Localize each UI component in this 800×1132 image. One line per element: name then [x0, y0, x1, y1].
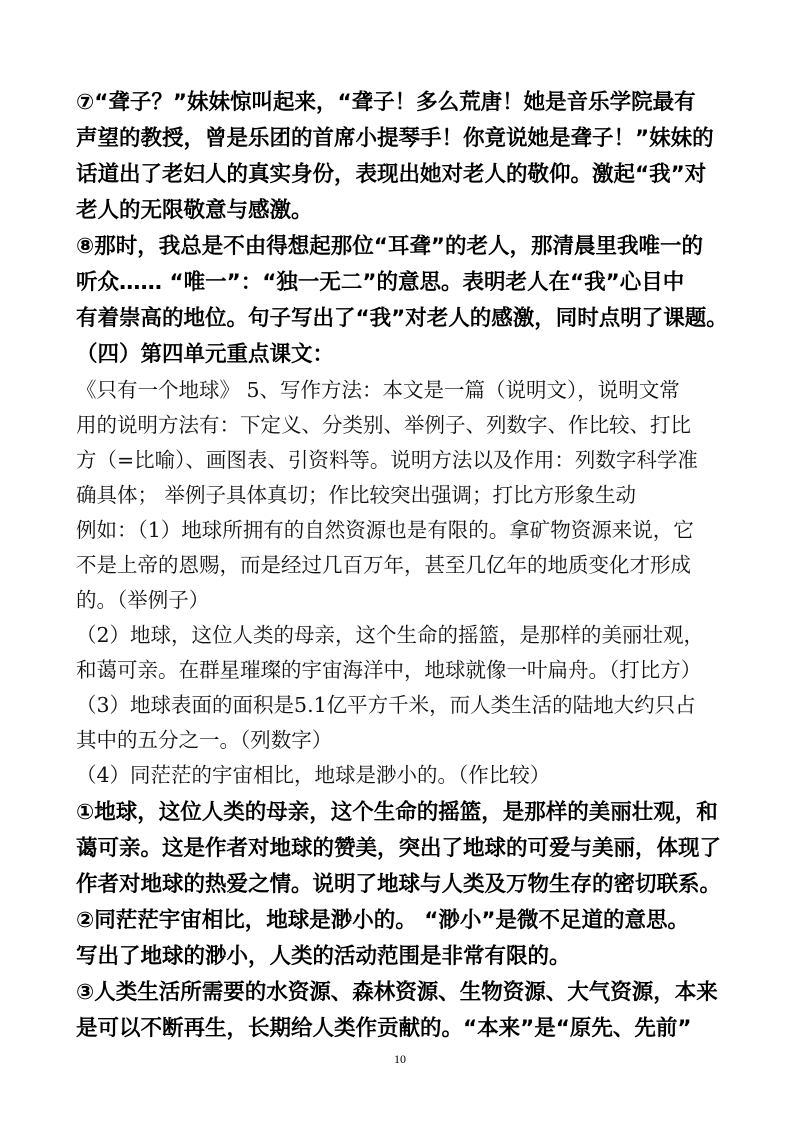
text-line: 蔼可亲。这是作者对地球的赞美，突出了地球的可爱与美丽，体现了: [76, 836, 722, 861]
text-line: 声望的教授，曾是乐团的首席小提琴手！你竟说她是聋子！”妹妹的: [76, 126, 714, 151]
text-line: 听众…… “唯一”：“独一无二”的意思。表明老人在“我”心目中: [76, 270, 685, 295]
text-line: 《只有一个地球》 5、写作方法：本文是一篇（说明文），说明文常: [76, 378, 680, 402]
text-line: ①地球，这位人类的母亲，这个生命的摇篮，是那样的美丽壮观，和: [76, 800, 718, 825]
text-line: 话道出了老妇人的真实身份，表现出她对老人的敬仰。激起“我”对: [76, 162, 707, 187]
text-line: 作者对地球的热爱之情。说明了地球与人类及万物生存的密切联系。: [76, 872, 722, 897]
text-line: （2）地球，这位人类的母亲，这个生命的摇篮，是那样的美丽壮观，: [76, 623, 705, 647]
text-line: ⑧那时，我总是不由得想起那位“耳聋”的老人，那清晨里我唯一的: [76, 234, 703, 259]
text-line: 有着崇高的地位。句子写出了“我”对老人的感激，同时点明了课题。: [76, 306, 728, 331]
text-line: （3）地球表面的面积是5.1亿平方千米，而人类生活的陆地大约只占: [76, 693, 696, 717]
text-line: 是可以不断再生，长期给人类作贡献的。“本来”是“原先、先前”: [76, 1016, 692, 1041]
text-line: ⑦“聋子？”妹妹惊叫起来，“聋子！多么荒唐！她是音乐学院最有: [76, 90, 696, 115]
text-line: 不是上帝的恩赐，而是经过几百万年，甚至几亿年的地质变化才形成: [76, 553, 691, 577]
text-line: 的。（举例子）: [76, 588, 210, 612]
text-line: ②同茫茫宇宙相比，地球是渺小的。 “渺小”是微不足道的意思。: [76, 908, 689, 933]
text-line: （4）同茫茫的宇宙相比，地球是渺小的。（作比较）: [76, 763, 551, 787]
text-line: 写出了地球的渺小，人类的活动范围是非常有限的。: [76, 944, 571, 969]
page-number: 10: [394, 1052, 406, 1066]
text-line: 例如：（1）地球所拥有的自然资源也是有限的。拿矿物资源来说，它: [76, 518, 694, 542]
text-line: 老人的无限敬意与感激。: [76, 198, 313, 223]
section-heading: （四）第四单元重点课文：: [76, 342, 335, 367]
text-line: 确具体； 举例子具体真切；作比较突出强调；打比方形象生动: [76, 483, 637, 507]
text-line: 其中的五分之一。（列数字）: [76, 728, 333, 752]
text-line: 方（=比喻）、画图表、引资料等。说明方法以及作用：列数字科学准: [76, 448, 698, 472]
text-line: 用的说明方法有：下定义、分类别、举例子、列数字、作比较、打比: [76, 413, 691, 437]
text-line: 和蔼可亲。在群星璀璨的宇宙海洋中，地球就像一叶扁舟。（打比方）: [76, 658, 702, 682]
text-line: ③人类生活所需要的水资源、森林资源、生物资源、大气资源，本来: [76, 980, 718, 1005]
